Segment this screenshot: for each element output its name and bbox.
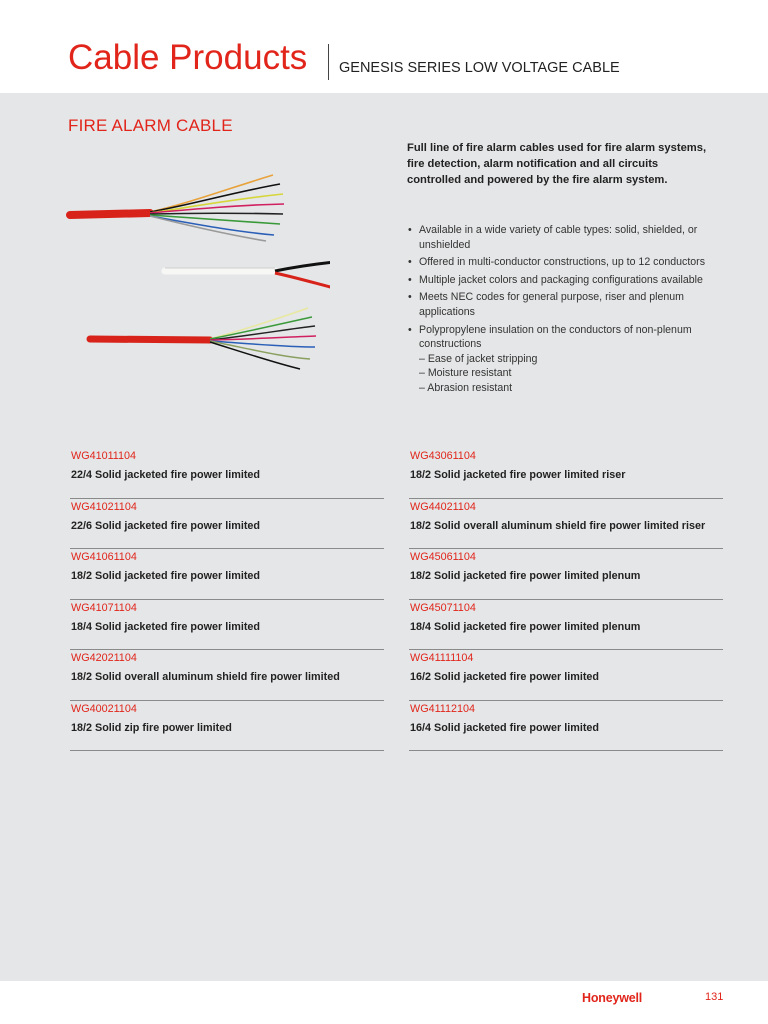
product-row	[70, 701, 384, 752]
product-description: 16/2 Solid jacketed fire power limited	[410, 671, 600, 683]
title-divider	[328, 44, 329, 80]
section-intro: Full line of fire alarm cables used for fire alarm systems, fire detection, alarm notification and all circuits controlled and powered by the fire alarm system.	[407, 142, 707, 186]
cable-illustration-red-multiconductor	[70, 175, 284, 241]
feature-text: Meets NEC codes for general purpose, riser and plenum applications	[419, 291, 684, 318]
product-row	[409, 448, 723, 499]
feature-subitem: – Moisture resistant	[419, 367, 512, 380]
product-row	[70, 650, 384, 701]
product-description: 16/4 Solid jacketed fire power limited	[410, 721, 600, 734]
product-row	[409, 499, 723, 550]
feature-item	[407, 290, 722, 319]
product-code: WG45071104	[410, 601, 476, 614]
product-code: WG40021104	[71, 702, 137, 715]
product-description: 18/2 Solid jacketed fire power limited	[71, 570, 261, 582]
product-description: 18/2 Solid overall aluminum shield fire power limited riser	[410, 519, 706, 532]
product-description: 18/4 Solid jacketed fire power limited	[71, 620, 261, 633]
feature-item	[407, 255, 722, 270]
cable-photo	[60, 163, 330, 393]
page-header	[0, 0, 768, 93]
product-description: 18/2 Solid zip fire power limited	[71, 721, 232, 734]
product-code: WG42021104	[71, 652, 137, 664]
product-row	[409, 600, 723, 651]
product-row	[70, 600, 384, 651]
product-row	[409, 650, 723, 701]
product-row	[70, 549, 384, 600]
feature-list	[407, 223, 722, 396]
bullet-dot: •	[408, 256, 412, 269]
page-footer	[0, 981, 768, 1024]
cable-illustration-white-pair	[165, 262, 330, 289]
brand-logo: Honeywell	[582, 991, 643, 1005]
feature-text: Multiple jacket colors and packaging configurations available	[419, 273, 703, 286]
product-code: WG41061104	[71, 551, 137, 563]
product-code: WG43061104	[410, 450, 476, 462]
bullet-dot: •	[408, 273, 412, 286]
feature-item	[407, 323, 722, 352]
product-code: WG41011104	[71, 450, 137, 462]
product-row	[409, 701, 723, 752]
page-subtitle: GENESIS SERIES LOW VOLTAGE CABLE	[339, 60, 620, 76]
product-row	[70, 448, 384, 499]
product-code: WG45061104	[410, 551, 476, 563]
cable-illustration-red-cable-2	[90, 308, 316, 369]
product-description: 22/6 Solid jacketed fire power limited	[71, 519, 261, 532]
section-title: FIRE ALARM CABLE	[68, 116, 233, 135]
page-number: 131	[705, 991, 724, 1003]
product-code: WG41021104	[71, 500, 137, 513]
product-code: WG41112104	[410, 702, 476, 715]
feature-subitem: – Abrasion resistant	[419, 381, 513, 394]
product-list-right	[409, 448, 723, 751]
product-code: WG44021104	[410, 500, 476, 513]
product-description: 18/4 Solid jacketed fire power limited plenum	[410, 620, 641, 633]
product-row	[409, 549, 723, 600]
bullet-dot: •	[408, 224, 412, 236]
feature-item	[407, 223, 722, 252]
product-description: 18/2 Solid overall aluminum shield fire power limited	[71, 671, 340, 683]
product-code: WG41111104	[410, 652, 474, 664]
bullet-dot: •	[408, 323, 412, 336]
product-row	[70, 499, 384, 550]
product-description: 22/4 Solid jacketed fire power limited	[71, 469, 261, 481]
feature-subitem: – Ease of jacket stripping	[419, 352, 538, 365]
product-description: 18/2 Solid jacketed fire power limited riser	[410, 469, 626, 481]
content-area	[0, 93, 768, 981]
bullet-dot: •	[408, 291, 412, 304]
feature-item	[407, 273, 722, 288]
product-code: WG41071104	[71, 601, 137, 614]
product-description: 18/2 Solid jacketed fire power limited plenum	[410, 570, 641, 582]
feature-text: Available in a wide variety of cable types: solid, shielded, or unshielded	[419, 224, 698, 251]
feature-text: Polypropylene insulation on the conductors of non-plenum constructions	[419, 323, 692, 351]
feature-text: Offered in multi-conductor constructions, up to 12 conductors	[419, 256, 705, 269]
page-title: Cable Products	[68, 38, 308, 77]
product-list-left	[70, 448, 384, 751]
